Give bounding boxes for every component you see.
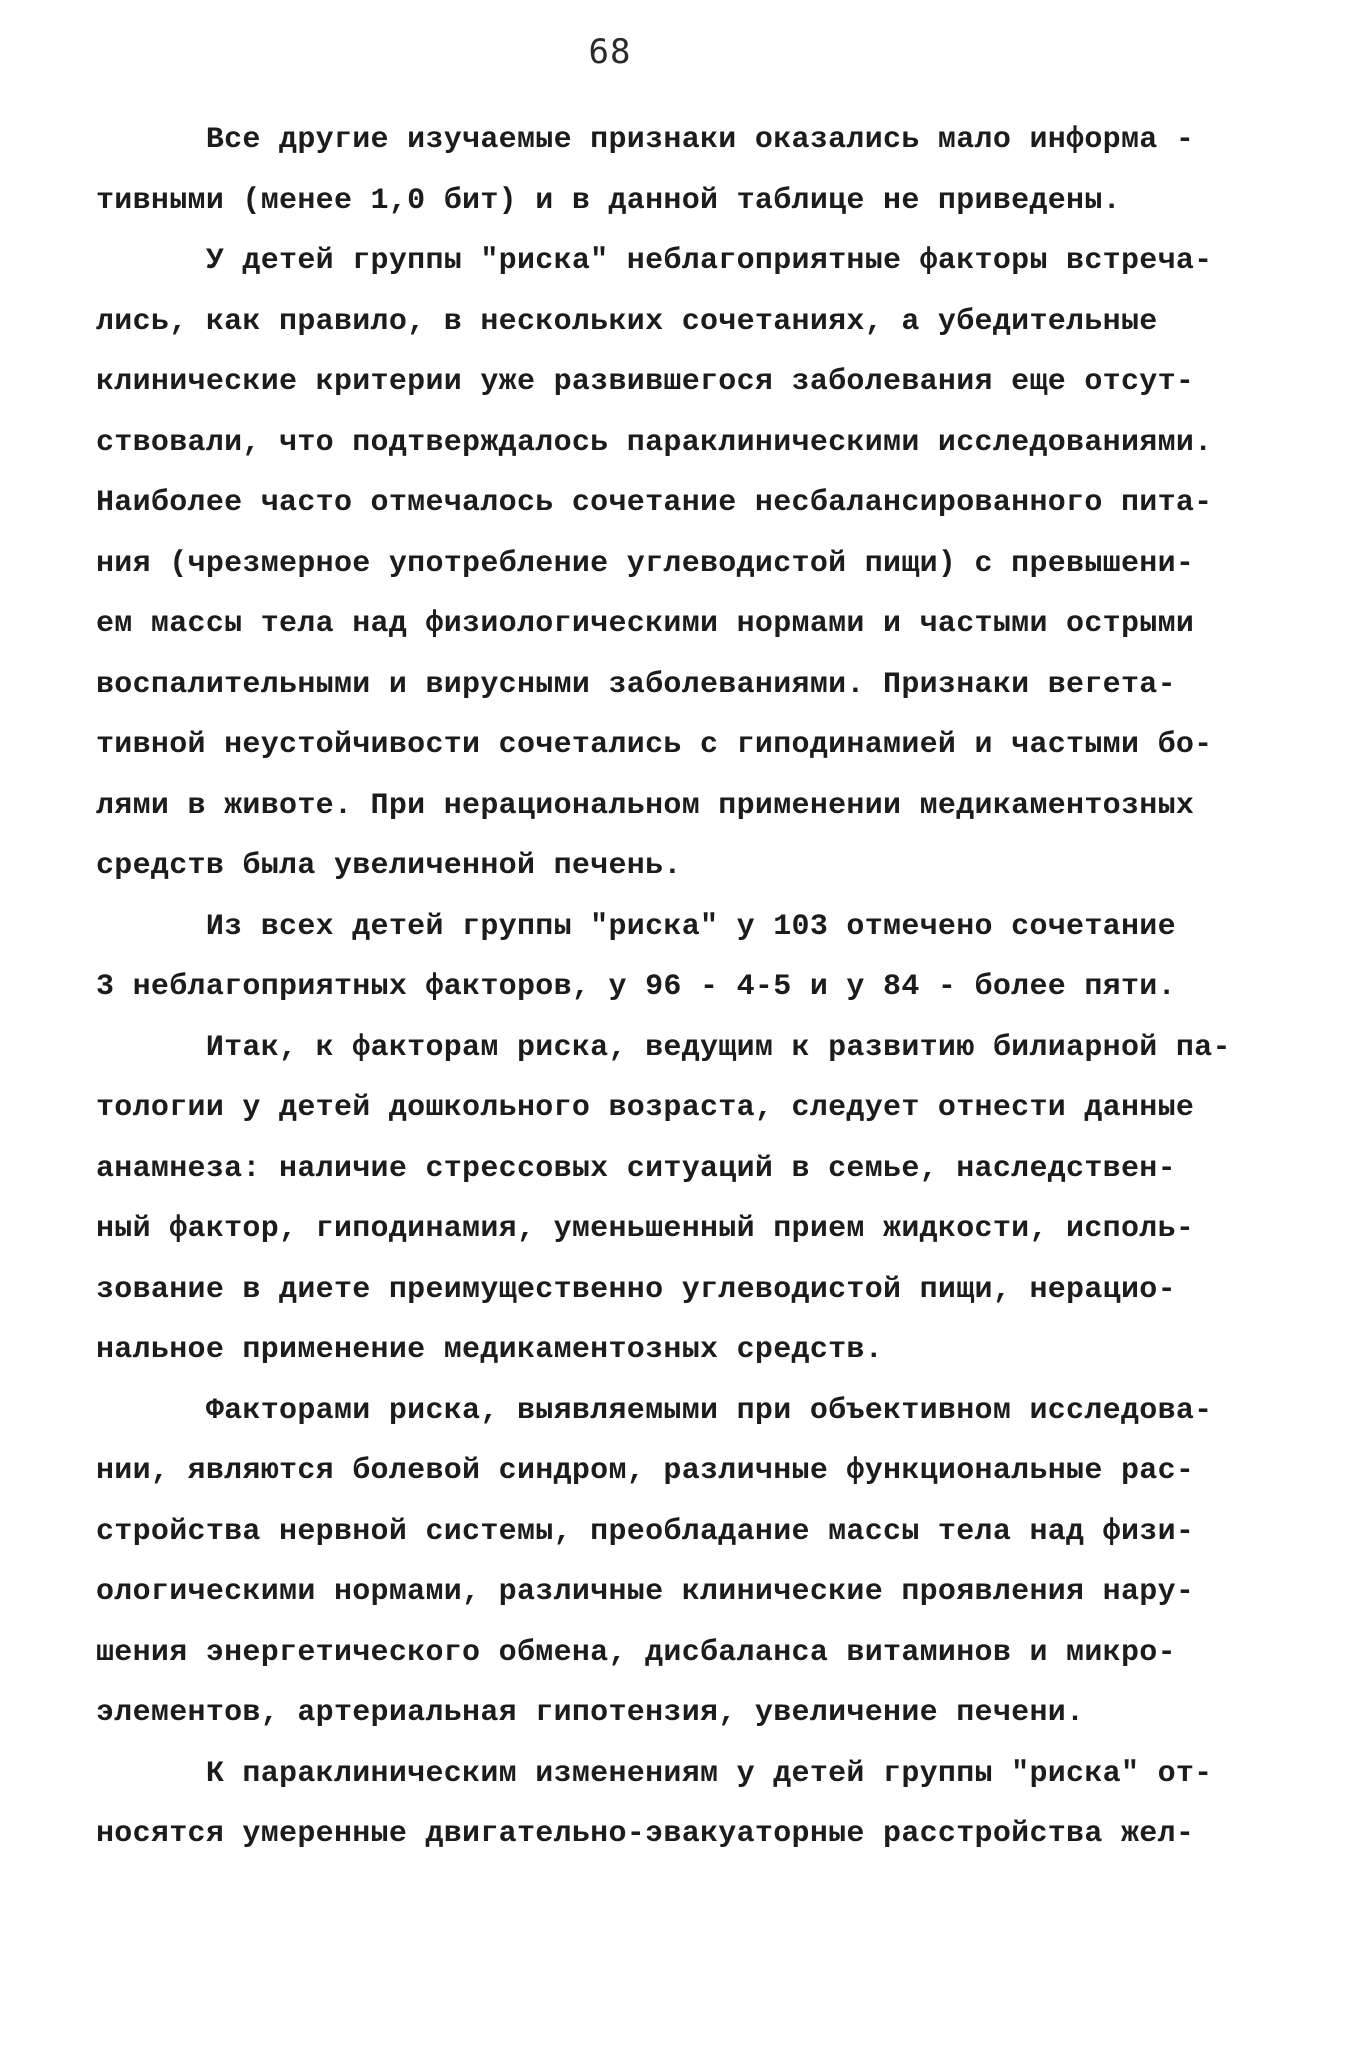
text-line: ствовали, что подтверждалось параклиническими исследованиями.	[96, 425, 1213, 460]
text-line: ологическими нормами, различные клинические проявления нару-	[96, 1575, 1195, 1609]
body-text	[96, 110, 1256, 1865]
page-number: 68	[588, 32, 632, 72]
text-line: тивной неустойчивости сочетались с гиподинамией и частыми бо-	[96, 728, 1213, 762]
text-line: 3 неблагоприятных факторов, у 96 - 4-5 и у 84 - более пяти.	[96, 970, 1176, 1004]
text-line: элементов, артериальная гипотензия, увеличение печени.	[96, 1696, 1085, 1730]
text-line: Все другие изучаемые признаки оказались мало информа -	[96, 123, 1195, 157]
text-line: Наиболее часто отмечалось сочетание несбалансированного пита-	[96, 486, 1213, 520]
text-line: тологии у детей дошкольного возраста, следует отнести данные	[96, 1091, 1195, 1125]
text-line: шения энергетического обмена, дисбаланса витаминов и микро-	[96, 1635, 1176, 1670]
text-line: У детей группы "риска" неблагоприятные факторы встреча-	[96, 244, 1213, 278]
text-line: К параклиническим изменениям у детей группы "риска" от-	[96, 1756, 1213, 1791]
text-line: нии, являются болевой синдром, различные функциональные рас-	[96, 1454, 1195, 1488]
text-line: средств была увеличенной печень.	[96, 849, 682, 883]
text-line: стройства нервной системы, преобладание массы тела над физи-	[96, 1514, 1195, 1549]
text-line: воспалительными и вирусными заболеваниями. Признаки вегета-	[96, 667, 1176, 702]
text-line: анамнеза: наличие стрессовых ситуаций в семье, наследствен-	[96, 1151, 1176, 1186]
text-line: Из всех детей группы "риска" у 103 отмечено сочетание	[96, 909, 1176, 944]
text-line: ный фактор, гиподинамия, уменьшенный прием жидкости, исполь-	[96, 1212, 1195, 1246]
text-line: ния (чрезмерное употребление углеводистой пищи) с превышени-	[96, 546, 1195, 581]
text-line: клинические критерии уже развившегося заболевания еще отсут-	[96, 365, 1195, 399]
text-line: лись, как правило, в нескольких сочетаниях, а убедительные	[96, 304, 1158, 339]
text-line: Факторами риска, выявляемыми при объективном исследова-	[96, 1393, 1213, 1428]
text-line: ем массы тела над физиологическими нормами и частыми острыми	[96, 607, 1195, 641]
text-line: Итак, к факторам риска, ведущим к развитию билиарной па-	[96, 1030, 1231, 1065]
text-line: носятся умеренные двигательно-эвакуаторные расстройства жел-	[96, 1817, 1195, 1851]
text-line: тивными (менее 1,0 бит) и в данной таблице не приведены.	[96, 183, 1121, 218]
text-line: зование в диете преимущественно углеводистой пищи, нерацио-	[96, 1272, 1176, 1307]
text-line: лями в животе. При нерациональном применении медикаментозных	[96, 788, 1195, 823]
text-line: нальное применение медикаментозных средств.	[96, 1333, 884, 1367]
